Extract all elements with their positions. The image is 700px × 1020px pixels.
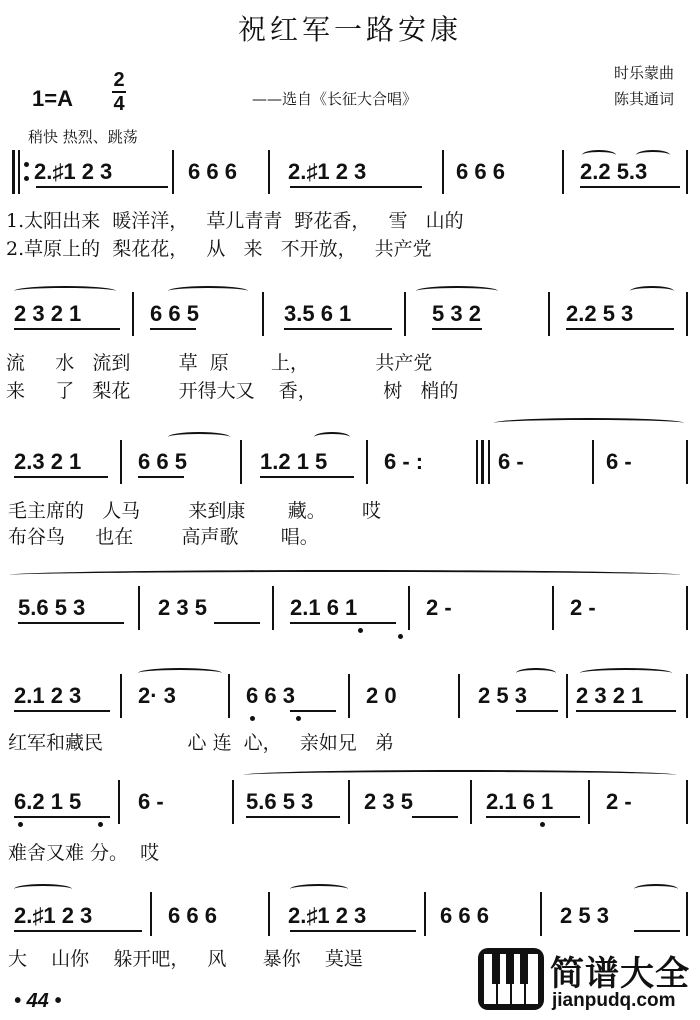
barline xyxy=(228,674,230,718)
repeat-start-barline xyxy=(12,150,15,194)
beam xyxy=(566,328,674,330)
beam xyxy=(138,476,184,478)
watermark-logo xyxy=(478,944,696,1016)
lyric-verse-1: 1.太阳出来 暖洋洋， 草儿青青 野花香， 雪 山的 xyxy=(6,210,464,232)
time-signature-top: 2 xyxy=(113,69,125,91)
slur xyxy=(630,286,674,296)
repeat-dot xyxy=(24,176,29,181)
measure: 2.♯1 2 3 xyxy=(34,159,113,184)
beam xyxy=(580,186,680,188)
slur xyxy=(168,432,230,442)
measure: 2 5 3 xyxy=(560,903,609,928)
barline xyxy=(138,586,140,630)
slur xyxy=(494,418,684,428)
repeat-start-barline-thin xyxy=(18,150,20,194)
slur xyxy=(138,668,222,678)
measure: 2 - xyxy=(606,789,632,814)
measure: 2.1 2 3 xyxy=(14,683,82,708)
time-signature xyxy=(112,70,126,114)
measure: 2.♯1 2 3 xyxy=(288,159,367,184)
lower-octave-dot xyxy=(296,716,301,721)
measure: 2 3 2 1 xyxy=(14,301,82,326)
barline xyxy=(548,292,550,336)
lyric-verse-1: 流 水 流到 草 原 上， 共产党 xyxy=(6,352,433,374)
lower-octave-dot xyxy=(18,822,23,827)
beam xyxy=(486,816,580,818)
barline xyxy=(150,892,152,936)
barline xyxy=(470,780,472,824)
lyricist: 陈其通词 xyxy=(613,90,674,108)
lyric-verse-2: 布谷鸟 也在 高声歌 唱。 xyxy=(8,526,319,548)
barline xyxy=(424,892,426,936)
measure: 2 0 xyxy=(366,683,397,708)
barline xyxy=(262,292,264,336)
tempo-marking: 稍快 热烈、跳荡 xyxy=(28,128,138,146)
measure: 2 - xyxy=(570,595,596,620)
lower-octave-dot xyxy=(98,822,103,827)
barline xyxy=(268,892,270,936)
repeat-dot xyxy=(24,162,29,167)
barline xyxy=(686,150,688,194)
measure: 6 6 5 xyxy=(150,301,199,326)
measure: 6 - xyxy=(606,449,632,474)
measure: 2.3 2 1 xyxy=(14,449,82,474)
slur xyxy=(416,286,498,296)
slur xyxy=(244,770,676,780)
measure: 5.6 5 3 xyxy=(18,595,86,620)
measure: 6 6 6 xyxy=(168,903,217,928)
page-number: • 44 • xyxy=(14,990,62,1012)
credits xyxy=(584,60,674,112)
measure: 6 - xyxy=(138,789,164,814)
measure: 2.1 6 1 xyxy=(486,789,554,814)
source-note: ——选自《长征大合唱》 xyxy=(252,90,418,108)
barline xyxy=(172,150,174,194)
barline xyxy=(686,586,688,630)
barline xyxy=(268,150,270,194)
beam xyxy=(150,328,196,330)
barline xyxy=(272,586,274,630)
measure: 6 6 6 xyxy=(456,159,505,184)
measure: 2 - xyxy=(426,595,452,620)
barline xyxy=(458,674,460,718)
slur xyxy=(14,286,116,296)
lower-octave-dot xyxy=(358,628,363,633)
lyric-verse-2: 2.草原上的 梨花花， 从 来 不开放， 共产党 xyxy=(6,238,432,260)
beam xyxy=(246,816,340,818)
measure: 6 - : xyxy=(384,449,424,474)
barline xyxy=(686,674,688,718)
composer: 时乐蒙曲 xyxy=(613,64,674,82)
slur xyxy=(582,150,616,160)
beam xyxy=(14,476,108,478)
measure: 2· 3 xyxy=(138,683,176,708)
lyric-line: 红军和藏民 心 连 心， 亲如兄 弟 xyxy=(8,732,394,754)
beam xyxy=(14,930,142,932)
watermark-name: 简谱大全 xyxy=(550,954,690,994)
beam xyxy=(634,930,680,932)
beam xyxy=(290,622,396,624)
barline xyxy=(566,674,568,718)
slur xyxy=(290,884,348,894)
lyric-line: 难舍又难 分。 哎 xyxy=(8,842,160,864)
lyric-verse-2: 来 了 梨花 开得大又 香， 树 梢的 xyxy=(6,380,459,402)
barline xyxy=(118,780,120,824)
barline xyxy=(686,892,688,936)
barline xyxy=(686,780,688,824)
lower-octave-dot xyxy=(250,716,255,721)
beam xyxy=(214,622,260,624)
measure: 6 6 3 xyxy=(246,683,295,708)
beam xyxy=(576,710,676,712)
repeat-end-barline-thick xyxy=(481,440,484,484)
slur xyxy=(580,668,672,678)
barline xyxy=(588,780,590,824)
measure: 2 3 2 1 xyxy=(576,683,644,708)
barline xyxy=(540,892,542,936)
barline xyxy=(552,586,554,630)
barline xyxy=(366,440,368,484)
measure: 5.6 5 3 xyxy=(246,789,314,814)
measure: 6 6 6 xyxy=(188,159,237,184)
measure: 5 3 2 xyxy=(432,301,481,326)
measure: 2.2 5.3 xyxy=(580,159,648,184)
beam xyxy=(18,622,124,624)
beam xyxy=(412,816,458,818)
slur xyxy=(634,884,678,894)
barline xyxy=(120,440,122,484)
time-signature-bottom: 4 xyxy=(113,93,125,115)
beam xyxy=(290,186,422,188)
slur xyxy=(14,884,72,894)
measure: 6 - xyxy=(498,449,524,474)
beam xyxy=(14,710,110,712)
beam xyxy=(260,476,354,478)
measure: 1.2 1 5 xyxy=(260,449,328,474)
measure: 2 3 5 xyxy=(364,789,413,814)
barline xyxy=(348,780,350,824)
barline xyxy=(686,440,688,484)
barline xyxy=(120,674,122,718)
song-title: 祝红军一路安康 xyxy=(237,13,462,46)
barline xyxy=(686,292,688,336)
measure: 2.2 5 3 xyxy=(566,301,634,326)
beam xyxy=(516,710,558,712)
barline xyxy=(240,440,242,484)
lyric-verse-1: 毛主席的 人马 来到康 藏。 哎 xyxy=(8,500,381,522)
barline xyxy=(404,292,406,336)
beam xyxy=(36,186,168,188)
barline xyxy=(488,440,490,484)
barline xyxy=(592,440,594,484)
key-signature: 1=A xyxy=(32,86,73,111)
beam xyxy=(432,328,482,330)
barline xyxy=(232,780,234,824)
slur xyxy=(314,432,350,442)
beam xyxy=(14,328,120,330)
barline xyxy=(408,586,410,630)
measure: 6 6 5 xyxy=(138,449,187,474)
barline xyxy=(132,292,134,336)
measure: 6.2 1 5 xyxy=(14,789,82,814)
barline xyxy=(348,674,350,718)
measure: 3.5 6 1 xyxy=(284,301,352,326)
measure: 2.♯1 2 3 xyxy=(288,903,367,928)
slur xyxy=(636,150,670,160)
slur xyxy=(10,570,680,580)
slur xyxy=(516,668,556,678)
slur xyxy=(168,286,248,296)
barline xyxy=(562,150,564,194)
lower-octave-dot xyxy=(398,634,403,639)
measure: 6 6 6 xyxy=(440,903,489,928)
measure: 2 5 3 xyxy=(478,683,527,708)
measure: 2 3 5 xyxy=(158,595,207,620)
beam xyxy=(290,710,336,712)
measure: 2.♯1 2 3 xyxy=(14,903,93,928)
repeat-end-barline xyxy=(476,440,478,484)
watermark-url: jianpudq.com xyxy=(552,990,676,1011)
lower-octave-dot xyxy=(540,822,545,827)
measure: 2.1 6 1 xyxy=(290,595,358,620)
lyric-line: 大 山你 躲开吧， 风 暴你 莫逞 xyxy=(8,948,363,970)
beam xyxy=(284,328,392,330)
beam xyxy=(14,816,110,818)
beam xyxy=(290,930,416,932)
barline xyxy=(442,150,444,194)
